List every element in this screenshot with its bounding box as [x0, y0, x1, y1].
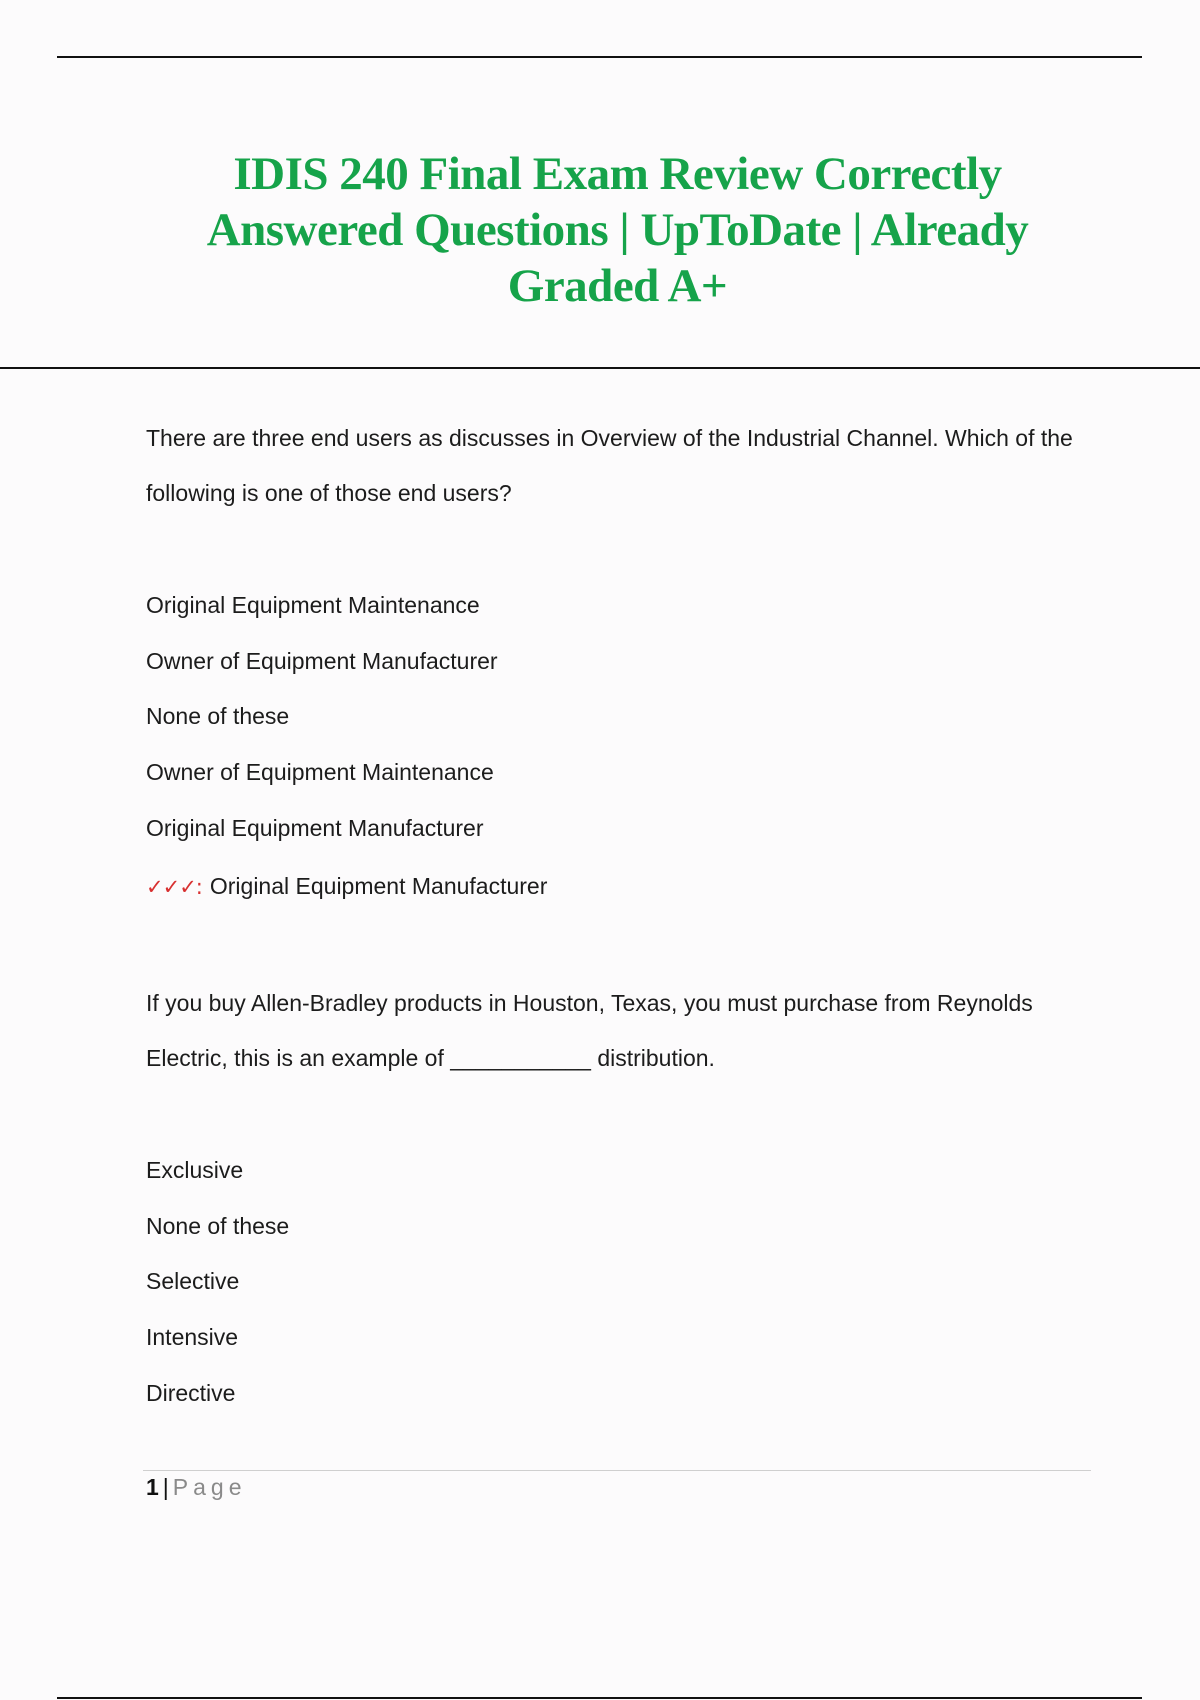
option-item: Owner of Equipment Maintenance — [146, 759, 494, 786]
option-item: Original Equipment Manufacturer — [146, 814, 484, 841]
question-1-text: There are three end users as discusses in Overview of the Industrial Channel. Which of the following is one of those end users? — [146, 425, 1073, 506]
document-title: IDIS 240 Final Exam Review Correctly Answered Questions | UpToDate | Already Graded A+ — [206, 148, 1029, 312]
question-1-options — [146, 578, 498, 856]
option-item: None of these — [146, 1212, 290, 1239]
page-label: Page — [172, 1474, 247, 1500]
title-divider — [0, 367, 1200, 369]
answer-text: Original Equipment Manufacturer — [209, 873, 548, 899]
page-number: 1 — [146, 1474, 159, 1500]
top-divider — [57, 56, 1142, 58]
checkmark-icon: ✓✓✓: — [146, 875, 202, 899]
option-item: Selective — [146, 1268, 240, 1295]
page-footer — [146, 1472, 247, 1502]
option-item: Owner of Equipment Manufacturer — [146, 647, 498, 674]
page-separator: | — [162, 1474, 169, 1500]
option-item: Original Equipment Maintenance — [146, 592, 480, 618]
option-item: Exclusive — [146, 1157, 244, 1183]
question-2-text: If you buy Allen-Bradley products in Houston, Texas, you must purchase from Reynolds Electric, this is an example of ___________ distribution. — [146, 990, 1033, 1071]
footer-divider — [143, 1470, 1091, 1471]
bottom-divider — [57, 1697, 1142, 1699]
option-item: Directive — [146, 1379, 236, 1406]
question-2-options — [146, 1143, 289, 1421]
option-item: Intensive — [146, 1324, 239, 1351]
question-1-answer — [146, 859, 547, 915]
option-item: None of these — [146, 703, 290, 730]
